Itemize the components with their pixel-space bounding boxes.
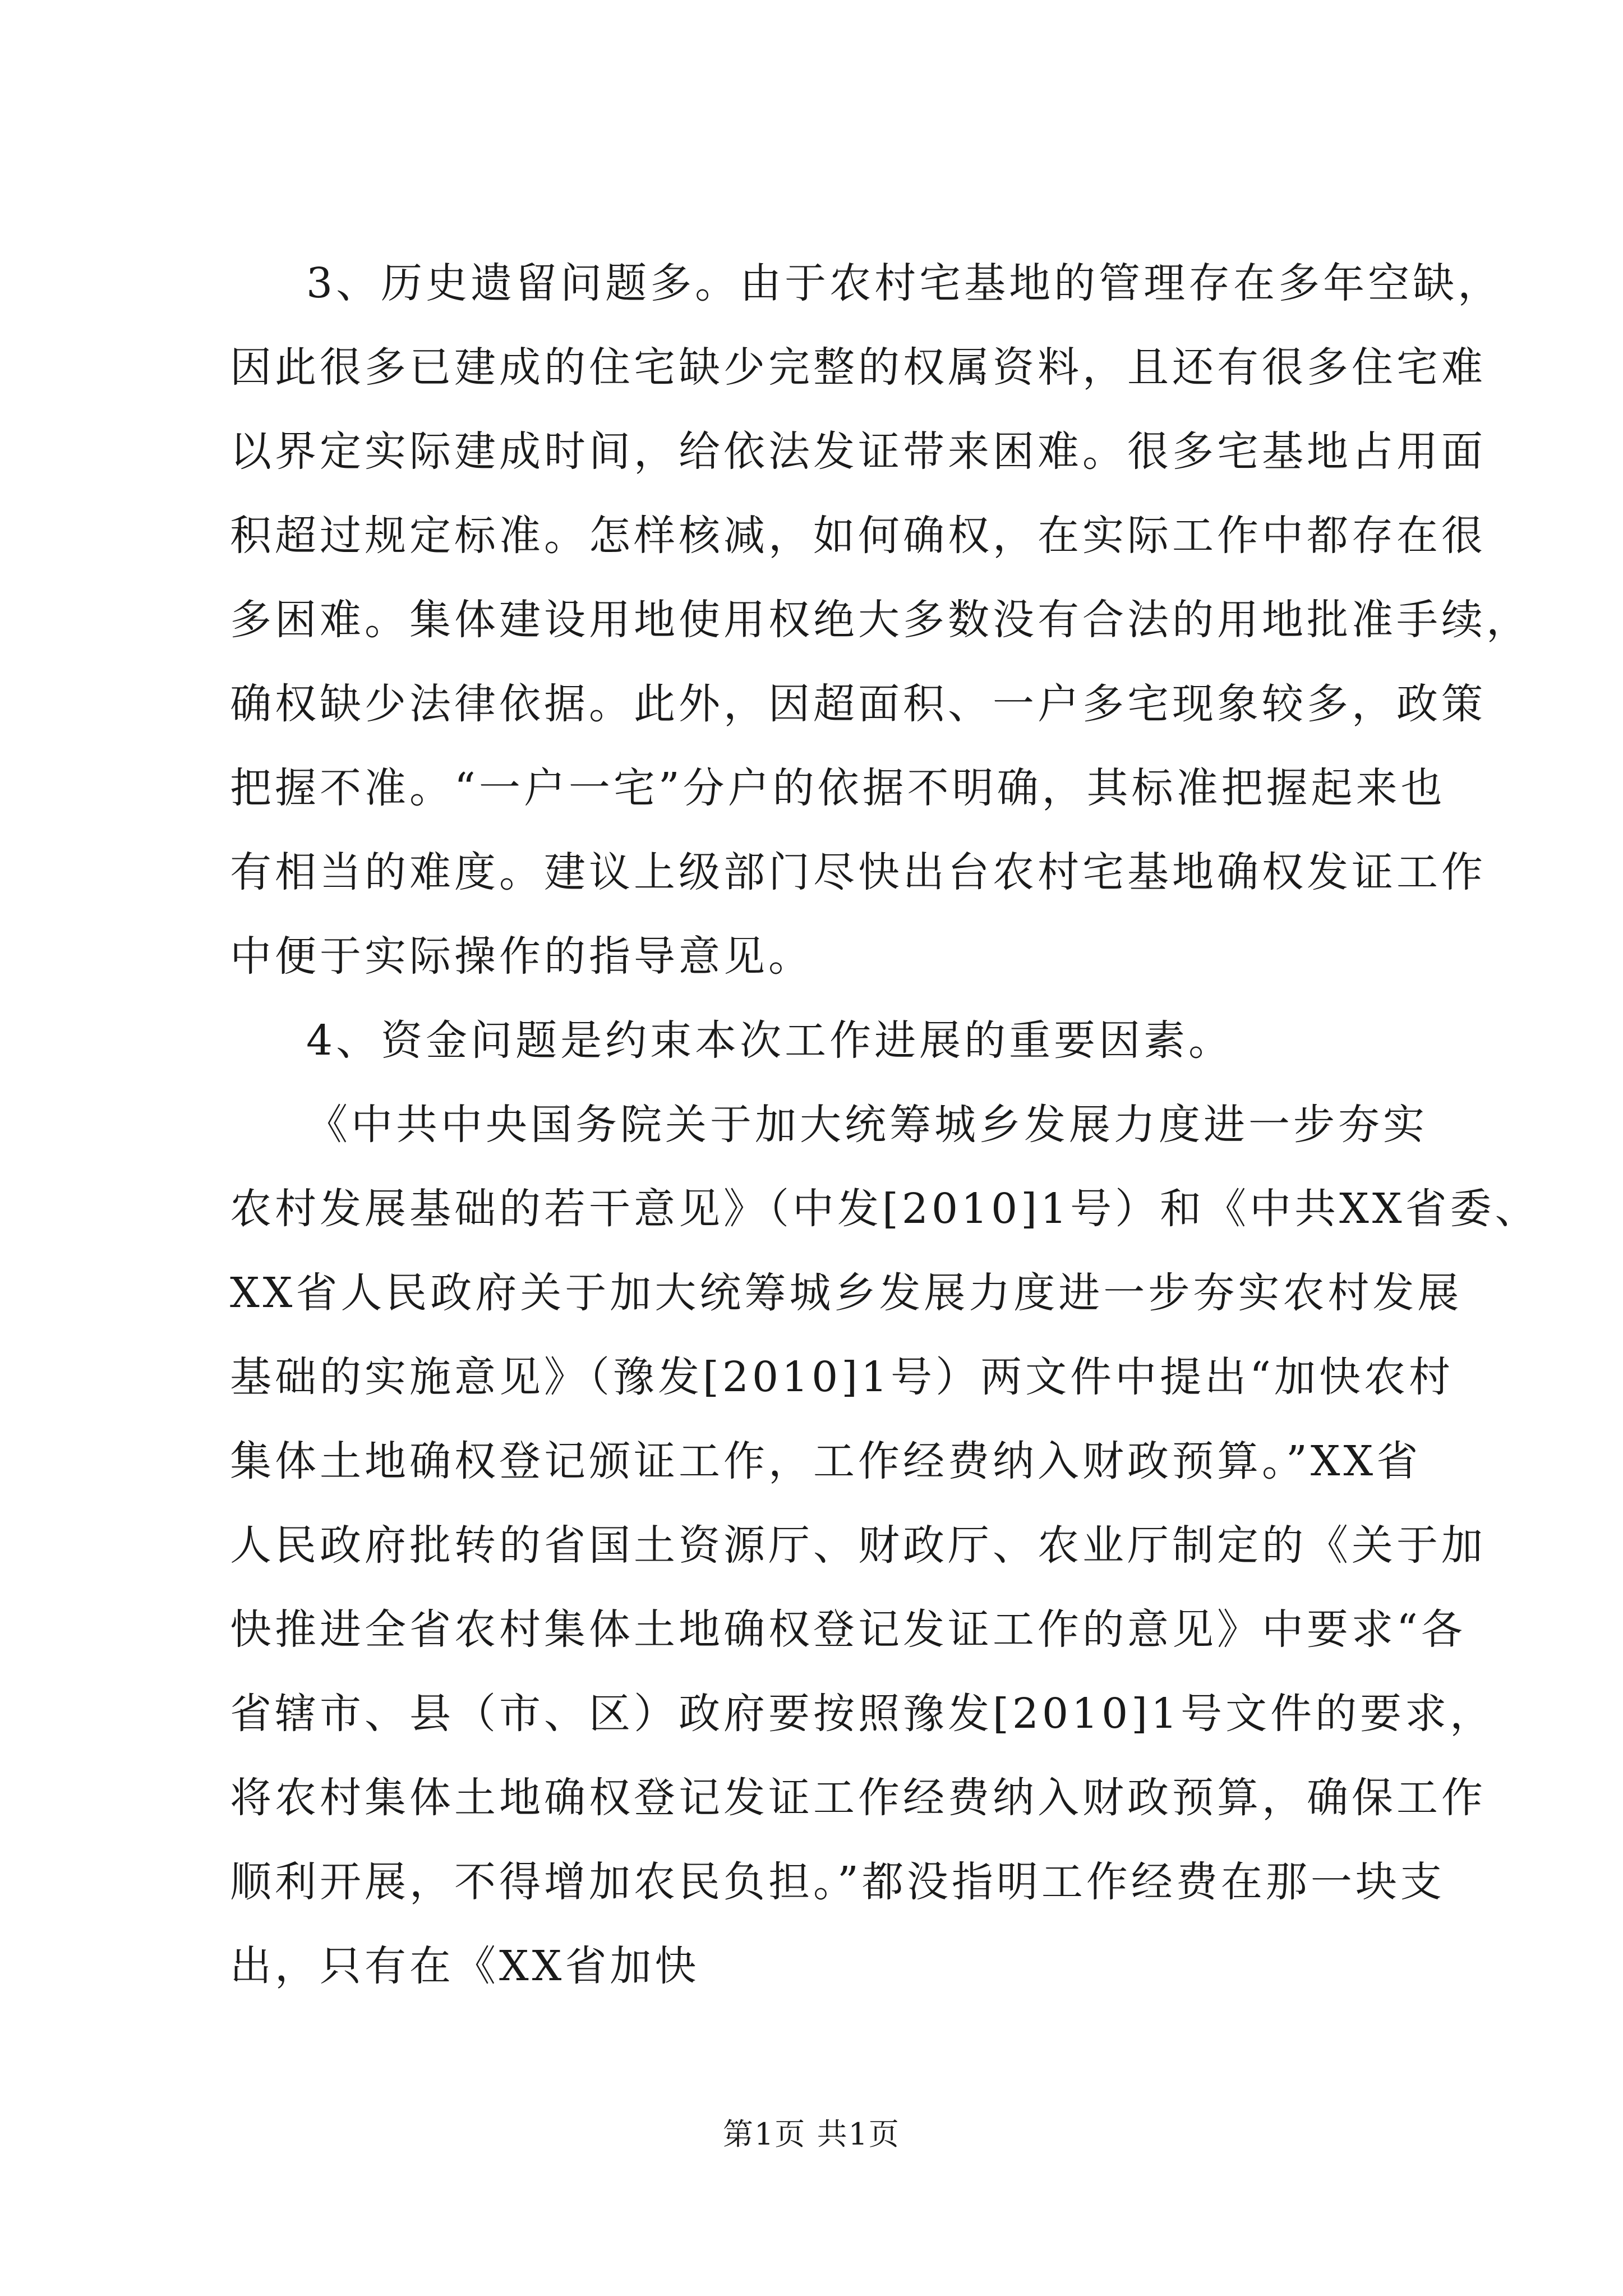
paragraph-3-line-6: 确权缺少法律依据。此外，因超面积、一户多宅现象较多，政策 [230, 680, 1486, 728]
paragraph-3-line-5: 多困难。集体建设用地使用权绝大多数没有合法的用地批准手续， [230, 596, 1531, 644]
paragraph-3-line-4: 积超过规定标准。怎样核减，如何确权，在实际工作中都存在很 [230, 512, 1486, 560]
paragraph-5-line-5: 集体土地确权登记颁证工作，工作经费纳入财政预算。”XX省 [230, 1437, 1422, 1485]
paragraph-5-line-4: 基础的实施意见》（豫发[2010]1号）两文件中提出“加快农村 [230, 1353, 1454, 1401]
paragraph-3-line-7: 把握不准。“一户一宅”分户的依据不明确，其标准把握起来也 [230, 764, 1446, 812]
paragraph-5-line-9: 将农村集体土地确权登记发证工作经费纳入财政预算，确保工作 [230, 1774, 1486, 1822]
paragraph-5-line-10: 顺利开展，不得增加农民负担。”都没指明工作经费在那一块支 [230, 1858, 1445, 1906]
paragraph-3-line-2: 因此很多已建成的住宅缺少完整的权属资料，且还有很多住宅难 [230, 343, 1486, 392]
paragraph-3-line-3: 以界定实际建成时间，给依法发证带来困难。很多宅基地占用面 [230, 427, 1486, 476]
paragraph-5-line-7: 快推进全省农村集体土地确权登记发证工作的意见》中要求“各 [230, 1605, 1466, 1654]
paragraph-5-line-8: 省辖市、县（市、区）政府要按照豫发[2010]1号文件的要求， [230, 1690, 1495, 1738]
paragraph-5-line-3: XX省人民政府关于加大统筹城乡发展力度进一步夯实农村发展 [230, 1269, 1463, 1317]
paragraph-3-line-1: 3、历史遗留问题多。由于农村宅基地的管理存在多年空缺， [306, 259, 1503, 307]
paragraph-5-line-11: 出，只有在《XX省加快 [230, 1942, 700, 1990]
document-body [230, 241, 1540, 2008]
paragraph-4-heading: 4、资金问题是约束本次工作进展的重要因素。 [306, 1016, 1234, 1065]
paragraph-5-line-1: 《中共中央国务院关于加大统筹城乡发展力度进一步夯实 [306, 1101, 1428, 1149]
paragraph-3-line-9: 中便于实际操作的指导意见。 [230, 932, 813, 981]
page-footer: 第1页 共1页 [723, 2116, 900, 2152]
paragraph-5-line-6: 人民政府批转的省国土资源厅、财政厅、农业厅制定的《关于加 [230, 1521, 1486, 1570]
paragraph-3-line-8: 有相当的难度。建议上级部门尽快出台农村宅基地确权发证工作 [230, 848, 1486, 896]
paragraph-5-line-2: 农村发展基础的若干意见》（中发[2010]1号）和《中共XX省委、 [230, 1185, 1540, 1233]
